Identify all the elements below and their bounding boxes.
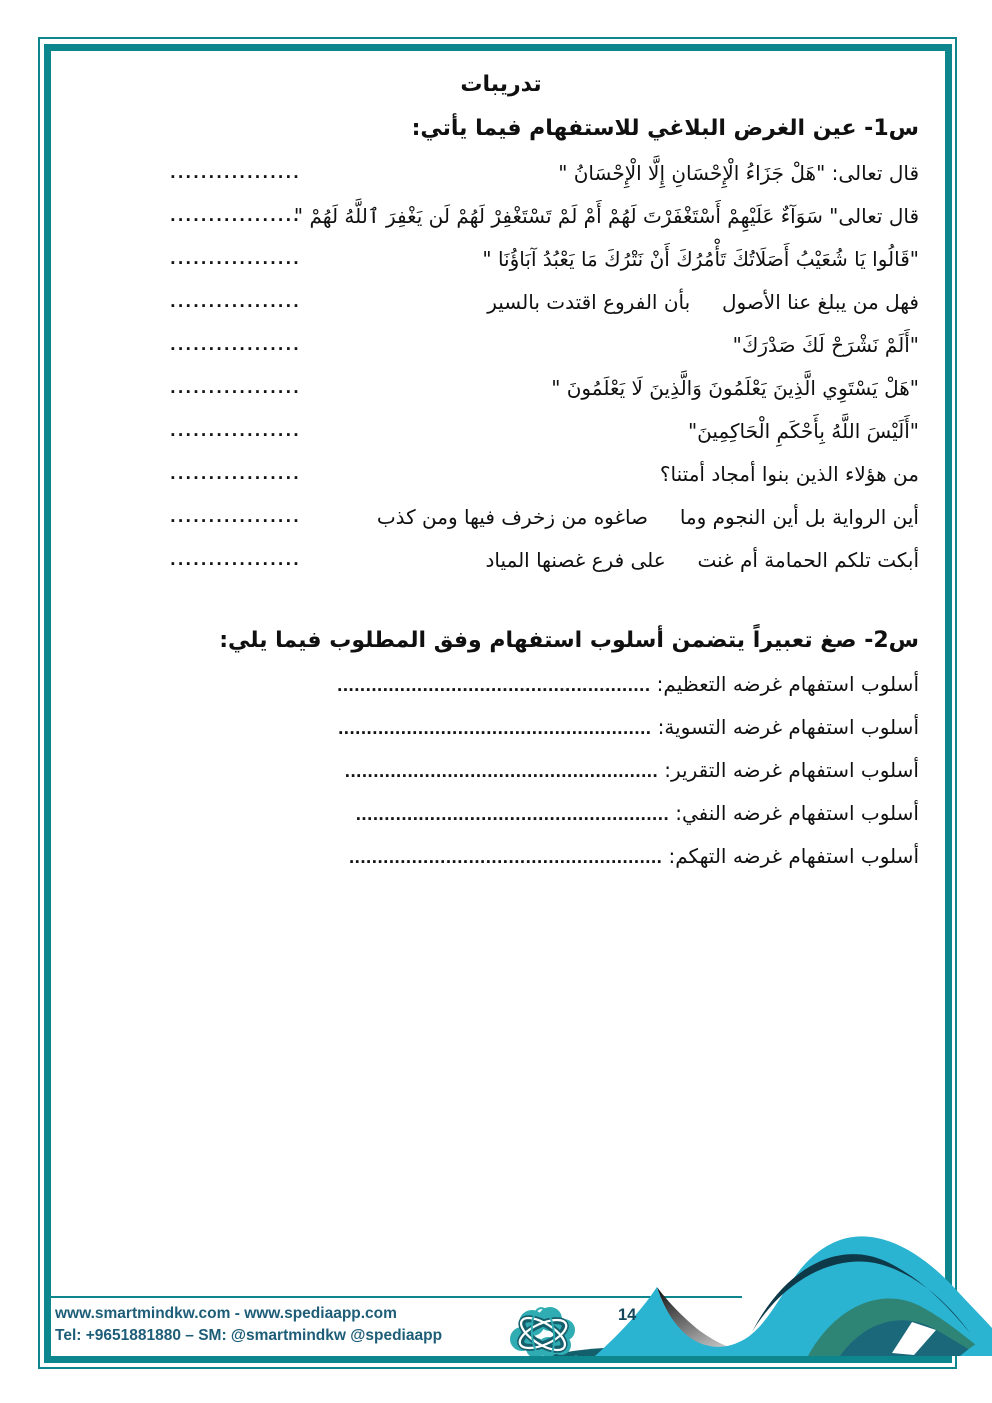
exercise-text: "قَالُوا يَا شُعَيْبُ أَصَلَاتُكَ تَأْمُرُكَ أَنْ نَتْرُكَ مَا يَعْبُدُ آبَاؤُنَا " xyxy=(482,246,919,271)
footer-websites: www.smartmindkw.com - www.spediaapp.com xyxy=(55,1305,397,1322)
answer-blank: ................. xyxy=(170,336,301,355)
exercise-text: فهل من يبلغ عنا الأصول بأن الفروع اقتدت بالسير xyxy=(487,289,919,314)
answer-blank: ....................................................... xyxy=(344,762,658,781)
footer-contact xyxy=(55,1303,442,1347)
fill-in-line xyxy=(51,662,951,705)
exercise-text: "أَلَمْ نَشْرَحْ لَكَ صَدْرَكَ" xyxy=(732,332,919,357)
fill-in-line xyxy=(51,705,951,748)
answer-blank: ....................................................... xyxy=(337,719,652,738)
exercise-item xyxy=(51,538,951,581)
exercise-item xyxy=(51,151,951,194)
fill-in-label: أسلوب استفهام غرضه التسوية: xyxy=(657,714,919,739)
exercise-text: أين الرواية بل أين النجوم وما صاغوه من زخرف فيها ومن كذب xyxy=(376,504,919,529)
answer-blank: ................. xyxy=(170,250,301,269)
answer-blank: ....................................................... xyxy=(348,848,663,867)
exercise-text: قال تعالى" سَوَآءٌ عَلَيْهِمْ أَسْتَغْفَرْتَ لَهُمْ أَمْ لَمْ تَسْتَغْفِرْ لَهُمْ لَن يَغْفِرَ ٱللَّهُ لَهُمْ " xyxy=(293,203,919,228)
exercise-item xyxy=(51,452,951,495)
question1-items xyxy=(51,151,951,581)
answer-blank: ................. xyxy=(170,465,301,484)
answer-blank: ................. xyxy=(170,551,301,570)
page-number: 14 xyxy=(618,1306,637,1324)
exercise-item xyxy=(51,280,951,323)
answer-blank: ................. xyxy=(170,207,301,226)
exercise-text: أبكت تلكم الحمامة أم غنت على فرع غصنها المياد xyxy=(485,547,919,572)
worksheet-content xyxy=(51,51,951,877)
exercise-item xyxy=(51,323,951,366)
answer-blank: ................. xyxy=(170,293,301,312)
fill-in-line xyxy=(51,791,951,834)
smartmind-logo xyxy=(504,1305,582,1361)
exercise-text: من هؤلاء الذين بنوا أمجاد أمتنا؟ xyxy=(659,461,919,486)
page-title: تدريبات xyxy=(460,72,542,97)
question2-items xyxy=(51,662,951,877)
page-border-bottom-band xyxy=(44,1356,952,1363)
page-border-bottom-line xyxy=(38,1367,957,1369)
question2-heading: س2- صغ تعبيراً يتضمن أسلوب استفهام وفق المطلوب فيما يلي: xyxy=(219,628,919,653)
exercise-text: "أَلَيْسَ اللَّهُ بِأَحْكَمِ الْحَاكِمِينَ" xyxy=(687,418,919,443)
exercise-item xyxy=(51,194,951,237)
question1-heading: س1- عين الغرض البلاغي للاستفهام فيما يأتي: xyxy=(411,116,919,141)
fill-in-label: أسلوب استفهام غرضه النفي: xyxy=(675,800,919,825)
exercise-text: "هَلْ يَسْتَوِي الَّذِينَ يَعْلَمُونَ وَالَّذِينَ لَا يَعْلَمُونَ " xyxy=(551,375,919,400)
exercise-item xyxy=(51,237,951,280)
answer-blank: ....................................................... xyxy=(355,805,669,824)
exercise-item xyxy=(51,495,951,538)
answer-blank: ................. xyxy=(170,379,301,398)
fill-in-label: أسلوب استفهام غرضه التعظيم: xyxy=(656,671,919,696)
exercise-text: قال تعالى: "هَلْ جَزَاءُ الْإِحْسَانِ إِلَّا الْإِحْسَانُ " xyxy=(558,160,919,185)
exercise-item xyxy=(51,409,951,452)
fill-in-line xyxy=(51,748,951,791)
exercise-item xyxy=(51,366,951,409)
fill-in-line xyxy=(51,834,951,877)
answer-blank: ................. xyxy=(170,422,301,441)
answer-blank: ................. xyxy=(170,164,301,183)
wave-decoration-graphic xyxy=(540,1180,992,1356)
fill-in-label: أسلوب استفهام غرضه التقرير: xyxy=(664,757,919,782)
answer-blank: ....................................................... xyxy=(336,676,651,695)
answer-blank: ................. xyxy=(170,508,301,527)
footer-tel-social: Tel: +9651881880 – SM: @smartmindkw @spediaapp xyxy=(55,1327,443,1344)
fill-in-label: أسلوب استفهام غرضه التهكم: xyxy=(668,843,919,868)
